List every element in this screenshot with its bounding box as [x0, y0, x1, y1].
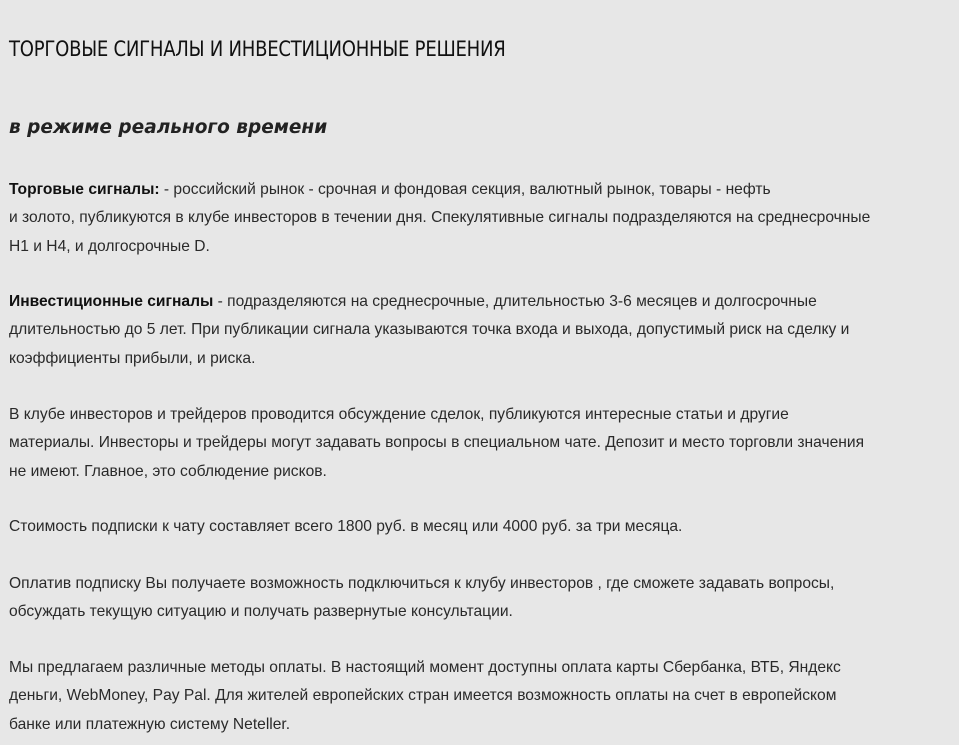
paragraph-line: обсуждать текущую ситуацию и получать развернутые консультации.	[9, 603, 513, 621]
bold-label-investment-signals: Инвестиционные сигналы	[9, 293, 214, 310]
paragraph-investor-club	[9, 401, 954, 486]
page-title: ТОРГОВЫЕ СИГНАЛЫ И ИНВЕСТИЦИОННЫЕ РЕШЕНИЯ	[9, 37, 506, 61]
paragraph-investment-signals	[9, 288, 954, 373]
paragraph-line: и золото, публикуются в клубе инвесторов в течении дня. Спекулятивные сигналы подразделяются на среднесрочные	[9, 209, 871, 227]
paragraph-subscription-benefits	[9, 570, 954, 627]
paragraph-line: не имеют. Главное, это соблюдение рисков.	[9, 462, 327, 480]
paragraph-line	[9, 288, 954, 316]
paragraph-payment-methods	[9, 654, 954, 739]
paragraph-line: В клубе инвесторов и трейдеров проводится обсуждение сделок, публикуются интересные статьи и другие	[9, 406, 789, 423]
paragraph-line: Н1 и Н4, и долгосрочные D.	[9, 237, 210, 255]
paragraph-line: Оплатив подписку Вы получаете возможность подключиться к клубу инвесторов , где сможете задавать вопросы,	[9, 575, 835, 592]
paragraph-line: материалы. Инвесторы и трейдеры могут задавать вопросы в специальном чате. Депозит и место торговли значения	[9, 434, 865, 452]
paragraph-line	[9, 176, 954, 204]
paragraph-subscription-price	[9, 513, 954, 541]
paragraph-line: банке или платежную систему Neteller.	[9, 715, 291, 733]
paragraph-line: коэффициенты прибыли, и риска.	[9, 349, 256, 367]
bold-label-trading-signals: Торговые сигналы:	[9, 181, 160, 198]
paragraph-line: Стоимость подписки к чату составляет всего 1800 руб. в месяц или 4000 руб. за три месяца.	[9, 518, 683, 535]
paragraph-text: - российский рынок - срочная и фондовая секция, валютный рынок, товары - нефть	[159, 181, 771, 198]
paragraph-line: деньги, WebMoney, Pay Pal. Для жителей европейских стран имеется возможность оплаты на счет в европейском	[9, 687, 837, 705]
paragraph-line: Мы предлагаем различные методы оплаты. В настоящий момент доступны оплата карты Сбербанка, ВТБ, Яндекс	[9, 659, 841, 676]
paragraph-trading-signals	[9, 176, 954, 261]
paragraph-line: длительностью до 5 лет. При публикации сигнала указываются точка входа и выхода, допустимый риск на сделку и	[9, 321, 850, 339]
page-subtitle: в режиме реального времени	[9, 117, 328, 138]
paragraph-text: - подразделяются на среднесрочные, длительностью 3-6 месяцев и долгосрочные	[213, 293, 817, 310]
